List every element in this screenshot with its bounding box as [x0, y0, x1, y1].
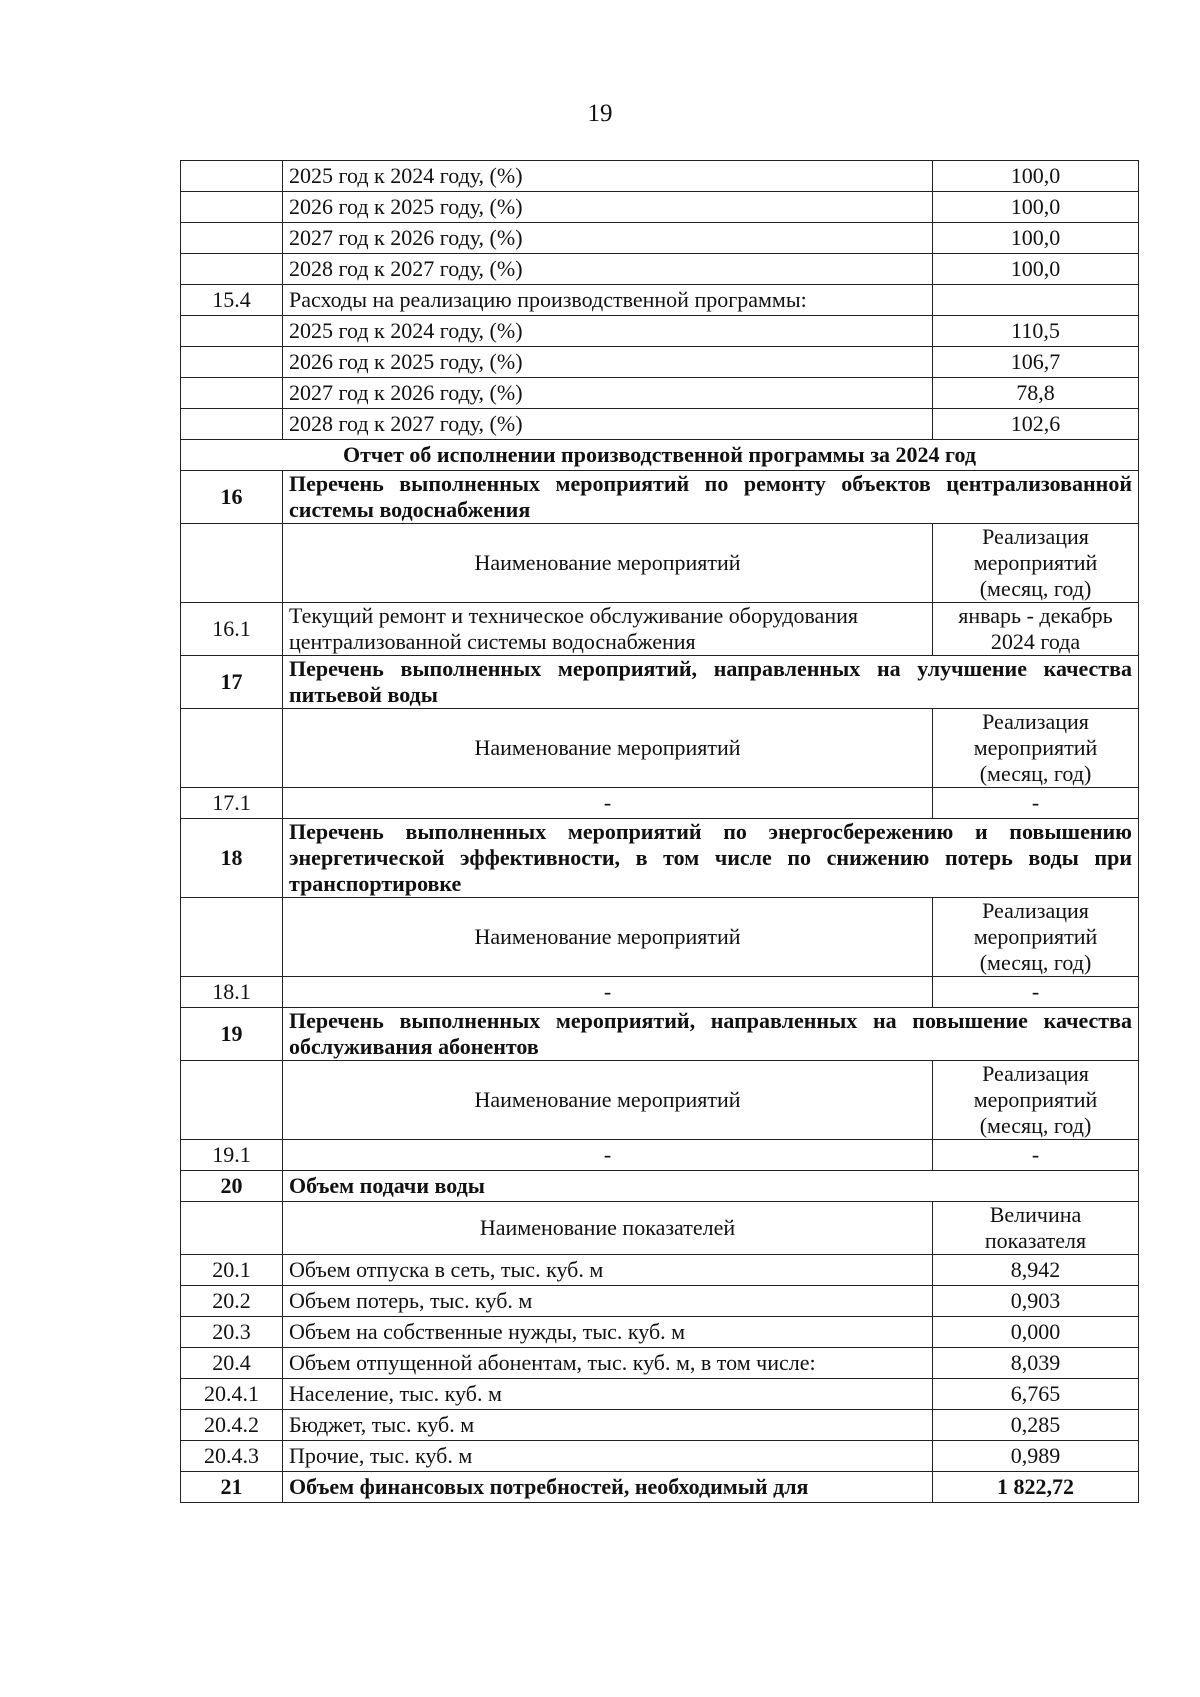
row-value: январь - декабрь 2024 года: [933, 603, 1139, 656]
section-number: 21: [181, 1472, 283, 1503]
row-value: [933, 285, 1139, 316]
table-row: [181, 1317, 1139, 1348]
row-value: 100,0: [933, 223, 1139, 254]
row-number: [181, 161, 283, 192]
row-value: 100,0: [933, 192, 1139, 223]
row-number: 18.1: [181, 977, 283, 1008]
row-value: -: [933, 977, 1139, 1008]
table-row: [181, 1441, 1139, 1472]
table-row: [181, 192, 1139, 223]
row-number: 15.4: [181, 285, 283, 316]
empty-cell: [181, 524, 283, 603]
row-number: [181, 254, 283, 285]
row-value: 0,903: [933, 1286, 1139, 1317]
column-header-implementation: Реализация мероприятий (месяц, год): [933, 1061, 1139, 1140]
table-row: [181, 285, 1139, 316]
row-value: 100,0: [933, 161, 1139, 192]
row-number: [181, 378, 283, 409]
row-text: Население, тыс. куб. м: [283, 1379, 933, 1410]
row-text: 2026 год к 2025 году, (%): [283, 192, 933, 223]
row-value: 0,000: [933, 1317, 1139, 1348]
row-value: -: [933, 1140, 1139, 1171]
column-header-name: Наименование мероприятий: [283, 524, 933, 603]
table-row: [181, 603, 1139, 656]
section-title-row: [181, 471, 1139, 524]
row-text: 2027 год к 2026 году, (%): [283, 223, 933, 254]
section-number: 18: [181, 819, 283, 898]
row-value: 8,039: [933, 1348, 1139, 1379]
row-number: [181, 316, 283, 347]
table-row: [181, 1410, 1139, 1441]
column-header-row: [181, 898, 1139, 977]
section-title: Перечень выполненных мероприятий, направленных на повышение качества обслуживания абонентов: [283, 1008, 1139, 1061]
table-row: [181, 1255, 1139, 1286]
section-number: 19: [181, 1008, 283, 1061]
empty-cell: [181, 1202, 283, 1255]
row-value: 0,285: [933, 1410, 1139, 1441]
section-title-row: [181, 1008, 1139, 1061]
table-row: [181, 161, 1139, 192]
section-number: 17: [181, 656, 283, 709]
table-row: [181, 316, 1139, 347]
row-number: 19.1: [181, 1140, 283, 1171]
row-text: -: [283, 1140, 933, 1171]
row-text: 2028 год к 2027 году, (%): [283, 254, 933, 285]
section-title: Перечень выполненных мероприятий по энергосбережению и повышению энергетической эффективности, в том числе по снижению потерь воды при транспортировке: [283, 819, 1139, 898]
row-number: [181, 347, 283, 378]
section-title: Перечень выполненных мероприятий по ремонту объектов централизованной системы водоснабжения: [283, 471, 1139, 524]
table-row: [181, 347, 1139, 378]
row-text: 2025 год к 2024 году, (%): [283, 161, 933, 192]
section-title: Перечень выполненных мероприятий, направленных на улучшение качества питьевой воды: [283, 656, 1139, 709]
section-title-row: [181, 1171, 1139, 1202]
table-row: [181, 254, 1139, 285]
table-row: [181, 1379, 1139, 1410]
row-number: 16.1: [181, 603, 283, 656]
report-heading-row: [181, 440, 1139, 471]
row-value: 8,942: [933, 1255, 1139, 1286]
row-text: -: [283, 977, 933, 1008]
section-number: 16: [181, 471, 283, 524]
table-row: [181, 788, 1139, 819]
row-value: 6,765: [933, 1379, 1139, 1410]
empty-cell: [181, 1061, 283, 1140]
section-title: Объем подачи воды: [283, 1171, 1139, 1202]
row-text: 2028 год к 2027 году, (%): [283, 409, 933, 440]
row-value: 100,0: [933, 254, 1139, 285]
row-text: Прочие, тыс. куб. м: [283, 1441, 933, 1472]
report-heading: Отчет об исполнении производственной программы за 2024 год: [181, 440, 1139, 471]
row-number: 20.3: [181, 1317, 283, 1348]
row-text: Бюджет, тыс. куб. м: [283, 1410, 933, 1441]
table-row: [181, 1286, 1139, 1317]
row-number: 20.4: [181, 1348, 283, 1379]
document-table: [180, 160, 1139, 1503]
row-text: 2027 год к 2026 году, (%): [283, 378, 933, 409]
row-text: Текущий ремонт и техническое обслуживание оборудования централизованной системы водоснабжения: [283, 603, 933, 656]
empty-cell: [181, 709, 283, 788]
column-header-name: Наименование мероприятий: [283, 898, 933, 977]
row-text: 2026 год к 2025 году, (%): [283, 347, 933, 378]
column-header-implementation: Реализация мероприятий (месяц, год): [933, 898, 1139, 977]
section-title-row: [181, 819, 1139, 898]
table-row: [181, 1348, 1139, 1379]
row-text: Объем финансовых потребностей, необходимый для: [283, 1472, 933, 1503]
section-title-row: [181, 656, 1139, 709]
table-row: [181, 223, 1139, 254]
column-header-row: [181, 709, 1139, 788]
page-number: 19: [587, 100, 613, 127]
row-value: -: [933, 788, 1139, 819]
row-number: 17.1: [181, 788, 283, 819]
row-number: 20.2: [181, 1286, 283, 1317]
row-text: -: [283, 788, 933, 819]
column-header-name: Наименование мероприятий: [283, 1061, 933, 1140]
column-header-value: Величина показателя: [933, 1202, 1139, 1255]
row-value: 78,8: [933, 378, 1139, 409]
table-row: [181, 378, 1139, 409]
row-value: 110,5: [933, 316, 1139, 347]
row-value: 1 822,72: [933, 1472, 1139, 1503]
row-value: 106,7: [933, 347, 1139, 378]
row-number: [181, 223, 283, 254]
row-number: 20.4.3: [181, 1441, 283, 1472]
row-value: 0,989: [933, 1441, 1139, 1472]
table-row: [181, 977, 1139, 1008]
column-header-row: [181, 524, 1139, 603]
table-row: [181, 1140, 1139, 1171]
table-row: [181, 1472, 1139, 1503]
table-row: [181, 409, 1139, 440]
row-number: 20.1: [181, 1255, 283, 1286]
section-number: 20: [181, 1171, 283, 1202]
column-header-row: [181, 1202, 1139, 1255]
row-number: [181, 192, 283, 223]
column-header-implementation: Реализация мероприятий (месяц, год): [933, 524, 1139, 603]
row-text: 2025 год к 2024 году, (%): [283, 316, 933, 347]
row-number: [181, 409, 283, 440]
empty-cell: [181, 898, 283, 977]
row-text: Объем отпуска в сеть, тыс. куб. м: [283, 1255, 933, 1286]
row-number: 20.4.2: [181, 1410, 283, 1441]
row-text: Расходы на реализацию производственной программы:: [283, 285, 933, 316]
row-text: Объем на собственные нужды, тыс. куб. м: [283, 1317, 933, 1348]
row-value: 102,6: [933, 409, 1139, 440]
column-header-name: Наименование мероприятий: [283, 709, 933, 788]
column-header-implementation: Реализация мероприятий (месяц, год): [933, 709, 1139, 788]
column-header-name: Наименование показателей: [283, 1202, 933, 1255]
column-header-row: [181, 1061, 1139, 1140]
row-number: 20.4.1: [181, 1379, 283, 1410]
row-text: Объем потерь, тыс. куб. м: [283, 1286, 933, 1317]
row-text: Объем отпущенной абонентам, тыс. куб. м, в том числе:: [283, 1348, 933, 1379]
